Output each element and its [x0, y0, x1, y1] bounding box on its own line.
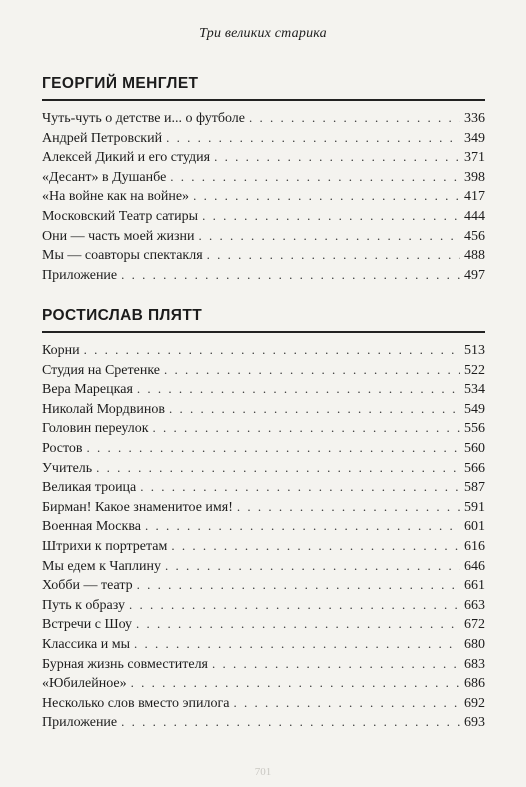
dot-leader [171, 536, 460, 556]
toc-entry-title: Московский Театр сатиры [42, 208, 199, 224]
dot-leader [121, 712, 460, 732]
toc-entry-title: Студия на Сретенке [42, 362, 161, 378]
toc-entry-title: Чуть-чуть о детстве и... о футболе [42, 111, 245, 126]
dot-leader [140, 477, 460, 497]
toc-entry [42, 458, 485, 478]
toc-entry-title: Приложение [42, 267, 118, 283]
toc-entry-title: «На войне как на войне» [42, 189, 190, 205]
section-rule [42, 331, 485, 333]
toc-entry-page: 646 [464, 558, 485, 574]
dot-leader [198, 226, 460, 246]
toc-entry [42, 516, 485, 536]
toc-entry-page: 566 [464, 460, 485, 476]
dot-leader [237, 497, 460, 517]
toc-entry [42, 712, 485, 732]
toc-entry-title: Учитель [42, 460, 93, 476]
toc-entry-page: 680 [464, 636, 485, 652]
toc-entry-page: 560 [464, 440, 485, 456]
toc-entry-page: 686 [464, 676, 485, 692]
toc-entry [42, 340, 485, 360]
toc-entry-title: Андрей Петровский [42, 130, 163, 146]
toc-entry [42, 379, 485, 399]
dot-leader [137, 575, 460, 595]
toc-entry-page: 549 [464, 401, 485, 417]
dot-leader [87, 438, 460, 458]
toc-entry-title: Штрихи к портретам [42, 538, 168, 554]
page-number: 701 [254, 766, 272, 778]
toc-entry-title: Бирман! Какое знаменитое имя! [42, 499, 233, 515]
toc-entry-title: Бурная жизнь совместителя [42, 656, 208, 672]
toc-list [42, 340, 485, 732]
toc-entry-title: Классика и мы [42, 636, 131, 652]
toc-entry-page: 661 [464, 578, 485, 594]
section-rule [42, 99, 485, 101]
toc-entry-page: 663 [464, 597, 485, 613]
dot-leader [131, 673, 460, 693]
dot-leader [145, 516, 460, 536]
toc-entry-page: 672 [464, 617, 485, 633]
toc-entry-title: Встречи с Шоу [42, 617, 133, 633]
toc-entry-title: Хобби — театр [42, 578, 133, 594]
toc-entry-page: 456 [464, 228, 485, 244]
dot-leader [84, 340, 460, 360]
toc-entry-title: Корни [42, 343, 80, 358]
toc-entry-page: 601 [464, 519, 485, 535]
toc-entry [42, 128, 485, 148]
dot-leader [212, 654, 460, 674]
toc-entry-page: 534 [464, 382, 485, 398]
toc-entry-page: 497 [464, 267, 485, 283]
toc-entry [42, 654, 485, 674]
running-head: Три великих старика [199, 26, 327, 41]
toc-entry-title: «Юбилейное» [42, 676, 127, 692]
dot-leader [164, 360, 460, 380]
dot-leader [169, 399, 460, 419]
dot-leader [207, 245, 460, 265]
toc-entry-title: Путь к образу [42, 597, 125, 613]
toc-entry-title: Они — часть моей жизни [42, 228, 195, 244]
dot-leader [129, 595, 460, 615]
toc-entry-page: 488 [464, 248, 485, 264]
toc-entry-title: Ростов [42, 440, 83, 456]
toc-list [42, 108, 485, 284]
dot-leader [202, 206, 460, 226]
toc-entry [42, 245, 485, 265]
toc-entry-page: 692 [464, 695, 485, 711]
toc-entry-title: Несколько слов вместо эпилога [42, 695, 230, 711]
section-title: РОСТИСЛАВ ПЛЯТТ [42, 307, 203, 324]
dot-leader [96, 458, 460, 478]
toc-entry [42, 614, 485, 634]
toc-entry [42, 206, 485, 226]
toc-section-menglet [42, 73, 485, 284]
dot-leader [249, 108, 460, 128]
dot-leader [137, 379, 460, 399]
toc-entry [42, 497, 485, 517]
toc-entry-page: 398 [464, 169, 485, 185]
dot-leader [233, 693, 460, 713]
dot-leader [121, 265, 460, 285]
toc-entry-title: Головин переулок [42, 421, 149, 437]
toc-entry-title: Мы — соавторы спектакля [42, 248, 203, 264]
toc-entry-title: Вера Марецкая [42, 382, 133, 398]
dot-leader [134, 634, 460, 654]
toc-entry-title: «Десант» в Душанбе [42, 169, 167, 185]
toc-entry [42, 575, 485, 595]
dot-leader [170, 167, 460, 187]
toc-entry-title: Мы едем к Чаплину [42, 558, 161, 574]
toc-entry-page: 683 [464, 656, 485, 672]
dot-leader [193, 186, 460, 206]
toc-entry [42, 673, 485, 693]
section-title: ГЕОРГИЙ МЕНГЛЕТ [42, 75, 199, 92]
toc-entry-page: 417 [464, 189, 485, 205]
toc-entry [42, 556, 485, 576]
toc-entry [42, 477, 485, 497]
toc-entry-page: 616 [464, 538, 485, 554]
toc-entry [42, 226, 485, 246]
toc-entry [42, 167, 485, 187]
toc-entry [42, 108, 485, 128]
toc-entry-page: 336 [464, 111, 485, 126]
toc-entry-title: Военная Москва [42, 519, 141, 535]
toc-entry [42, 536, 485, 556]
toc-entry-title: Приложение [42, 715, 118, 731]
toc-entry [42, 438, 485, 458]
dot-leader [136, 614, 460, 634]
toc-entry-page: 522 [464, 362, 485, 378]
toc-entry-page: 587 [464, 480, 485, 496]
toc-entry-page: 371 [464, 150, 485, 166]
dot-leader [165, 556, 460, 576]
toc-entry-page: 513 [464, 343, 485, 358]
toc-entry-title: Великая троица [42, 480, 137, 496]
dot-leader [166, 128, 460, 148]
toc-entry-page: 349 [464, 130, 485, 146]
toc-entry [42, 360, 485, 380]
toc-entry-page: 444 [464, 208, 485, 224]
toc-entry-page: 556 [464, 421, 485, 437]
toc-entry [42, 399, 485, 419]
toc-entry [42, 634, 485, 654]
toc-entry-page: 693 [464, 715, 485, 731]
toc-section-plyatt [42, 305, 485, 732]
toc-entry [42, 147, 485, 167]
toc-entry [42, 693, 485, 713]
toc-entry [42, 418, 485, 438]
toc-entry-title: Николай Мордвинов [42, 401, 165, 417]
toc-entry [42, 186, 485, 206]
toc-entry [42, 595, 485, 615]
toc-entry [42, 265, 485, 285]
dot-leader [214, 147, 460, 167]
toc-entry-title: Алексей Дикий и его студия [42, 150, 211, 166]
dot-leader [153, 418, 460, 438]
toc-entry-page: 591 [464, 499, 485, 515]
